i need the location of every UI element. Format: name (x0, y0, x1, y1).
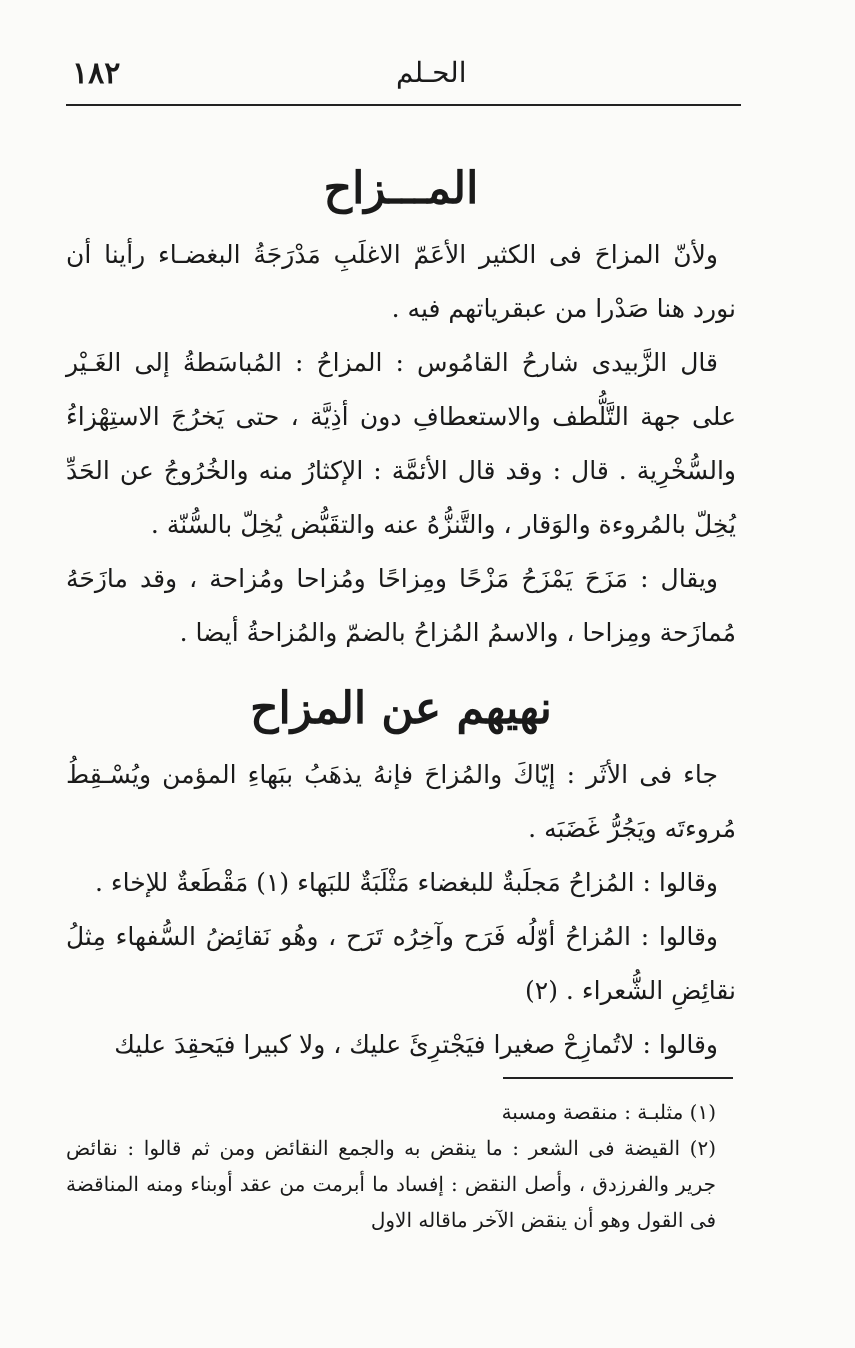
paragraph: جاء فى الأثَر : إيّاكَ والمُزاحَ فإنهُ يذهَبُ ببَهاءِ المؤمن ويُسْـقِطُ مُروءتَه ويَجُرُّ غَضَبَه . (66, 760, 736, 843)
page-header (66, 52, 741, 102)
footnote: (١) مثلبـة : منقصة ومسبة (501, 1100, 716, 1124)
paragraph: قال الزَّبيدى شارحُ القامُوس : المزاحُ : المُباسَطةُ إلى الغَـيْر على جهة التَّلُّطف والاستعطافِ دون أذِيَّة ، حتى يَخرُجَ الاستِهْزاءُ والسُّخْرِية . قال : وقد قال الأئمَّة : الإكثارُ منه والخُرُوجُ عن الحَدِّ يُخِلّ بالمُروءة والوَقار ، والتَّنزُّهُ عنه والتقَبُّض يُخِلّ بالسُّنّة . (66, 348, 736, 539)
paragraph: وقالوا : المُزاحُ أوّلُه فَرَح وآخِرُه تَرَح ، وهُو نَقائِضُ السُّفهاء مِثلُ نقائِضِ الشُّعراء . (٢) (66, 922, 736, 1005)
page-body (66, 150, 736, 1072)
paragraph: وقالوا : المُزاحُ مَجلَبةٌ للبغضاء مَثْلَبَةٌ للبَهاء (١) مَقْطَعةٌ للإخاء . (95, 868, 718, 897)
page-number: ١٨٢ (72, 56, 121, 91)
section-title-mizah: المـــزاح (323, 163, 479, 214)
paragraph: وقالوا : لاتُمازِحْ صغيرا فيَجْترِئَ عليك ، ولا كبيرا فيَحقِدَ عليك (114, 1030, 718, 1059)
section-title-nahyihim: نهيهم عن المزاح (250, 683, 552, 734)
footnotes (66, 1094, 736, 1238)
paragraph: ويقال : مَزَحَ يَمْزَحُ مَزْحًا ومِزاحًا ومُزاحا ومُزاحة ، وقد مازَحَهُ مُمازَحة ومِزاحا ، والاسمُ المُزاحُ بالضمّ والمُزاحةُ أيضا . (66, 564, 736, 647)
running-title: الحـلم (396, 56, 467, 89)
footnote: (٢) القيضة فى الشعر : ما ينقض به والجمع النقائض ومن ثم قالوا : نقائض جرير والفرزدق ، وأصل النقض : إفساد ما أبرمت من عقد أوبناء ومنه المناقضة فى القول وهو أن ينقض الآخر ماقاله الاول (66, 1136, 716, 1232)
footnote-rule (503, 1077, 733, 1079)
header-rule (66, 104, 741, 106)
paragraph: ولأنّ المزاحَ فى الكثير الأعَمّ الاغلَبِ مَدْرَجَةُ البغضـاء رأينا أن نورد هنا صَدْرا من عبقرياتهم فيه . (66, 240, 736, 323)
